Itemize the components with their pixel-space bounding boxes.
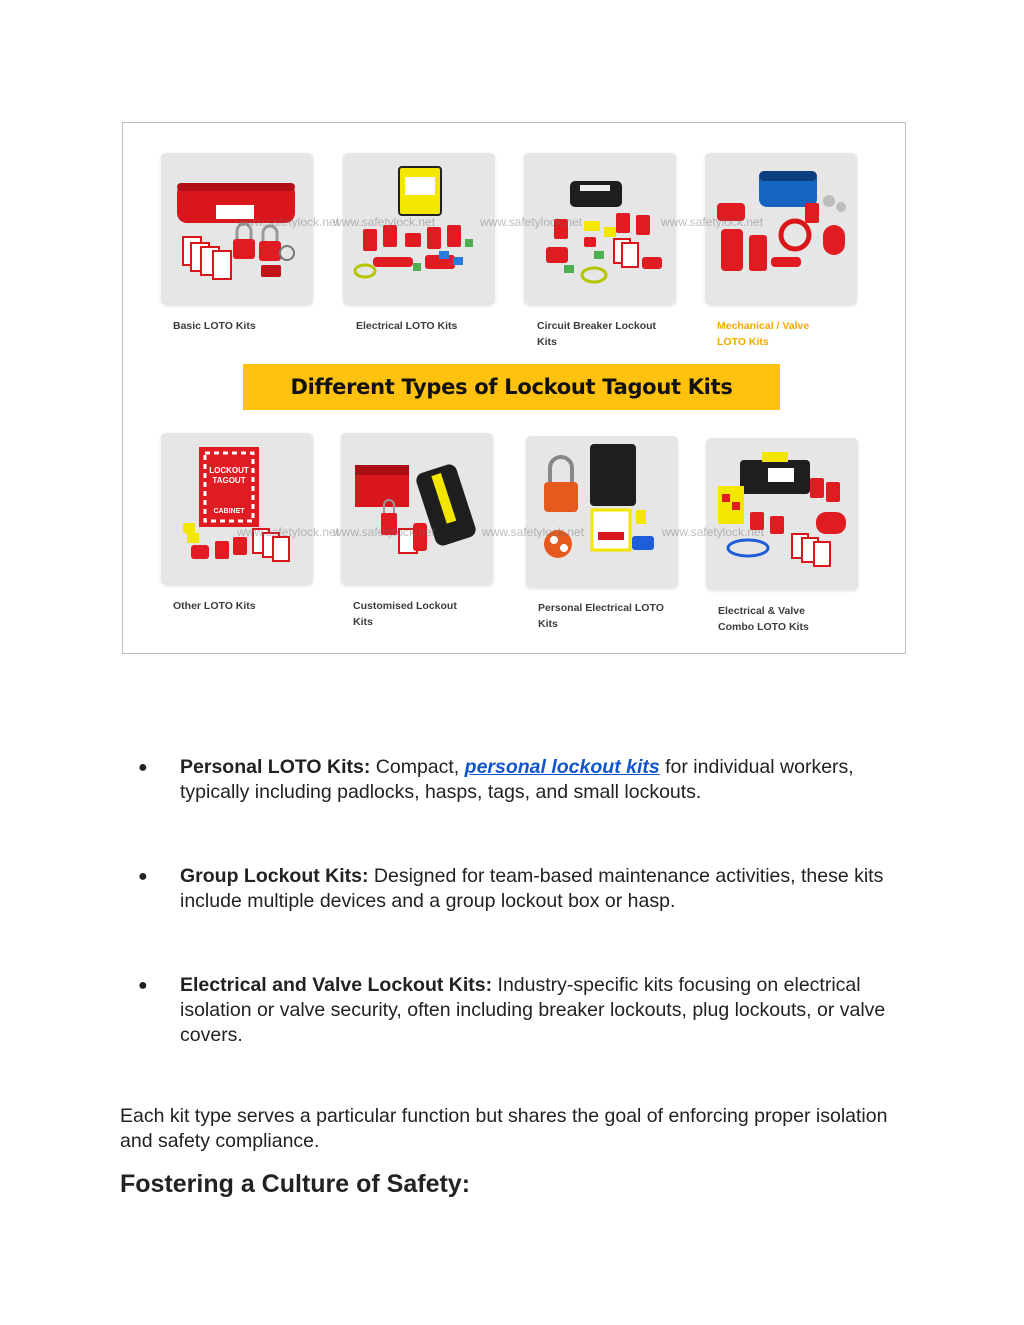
caption-circuit-breaker-lockout-kits: Circuit Breaker Lockout Kits <box>537 320 657 348</box>
list-item <box>120 973 900 1048</box>
bullet-dot: ● <box>138 977 148 994</box>
cabinet-label-2: TAGOUT <box>212 476 246 485</box>
caption-customised-lockout-kits: Customised Lockout Kits <box>353 600 457 628</box>
caption-electrical-valve-combo-loto-kits: Electrical & Valve Combo LOTO Kits <box>718 605 809 633</box>
personal-lockout-kits-link[interactable]: personal lockout kits <box>464 756 660 778</box>
kit-card-other <box>161 433 340 585</box>
banner-title-text: Different Types of Lockout Tagout Kits <box>290 375 733 399</box>
kit-card-mechanical-valve <box>661 153 857 305</box>
mechanical-valve-kit-image <box>705 153 857 305</box>
watermark: www.safetylock.net <box>662 525 765 539</box>
section-heading: Fostering a Culture of Safety: <box>120 1170 471 1198</box>
caption-basic-loto-kits: Basic LOTO Kits <box>173 320 256 332</box>
kit-card-basic <box>161 153 340 305</box>
list-item-text: for individual workers, typically including padlocks, hasps, tags, and small lockouts. <box>180 756 854 803</box>
list-item-text: Designed for team-based maintenance activities, these kits include multiple devices and a group lockout box or hasp. <box>180 865 884 912</box>
kit-types-list <box>120 755 900 1048</box>
watermark: www.safetylock.net <box>482 525 585 539</box>
other-kit-image <box>161 433 313 585</box>
caption-personal-electrical-loto-kits: Personal Electrical LOTO Kits <box>538 602 664 630</box>
list-item-text: Compact, <box>370 756 465 778</box>
kit-card-personal-electrical <box>482 436 678 588</box>
banner-title <box>243 364 780 410</box>
cabinet-label-1: LOCKOUT <box>209 466 249 475</box>
list-item-text: Industry-specific kits focusing on electrical isolation or valve security, often including breaker lockouts, plug lockouts, or valve covers. <box>180 974 886 1046</box>
list-item-term: Personal LOTO Kits: <box>180 756 371 778</box>
list-item <box>120 755 900 805</box>
watermark: www.safetylock.net <box>480 215 583 229</box>
watermark: www.safetylock.net <box>237 215 340 229</box>
basic-kit-image <box>161 153 313 305</box>
list-item-term: Group Lockout Kits: <box>180 865 369 887</box>
customised-kit-image <box>341 433 493 585</box>
caption-mechanical-valve-loto-kits: Mechanical / Valve LOTO Kits <box>717 320 810 348</box>
kit-card-electrical-valve-combo <box>662 438 858 590</box>
personal-electrical-kit-image <box>526 436 678 588</box>
kit-card-circuit-breaker <box>480 153 676 305</box>
watermark: www.safetylock.net <box>333 215 436 229</box>
watermark: www.safetylock.net <box>661 215 764 229</box>
list-item <box>120 864 900 914</box>
caption-electrical-loto-kits: Electrical LOTO Kits <box>356 320 458 332</box>
circuit-breaker-kit-image <box>524 153 676 305</box>
caption-other-loto-kits: Other LOTO Kits <box>173 600 256 612</box>
kit-card-customised <box>333 433 493 585</box>
watermark: www.safetylock.net <box>333 525 436 539</box>
summary-paragraph: Each kit type serves a particular function but shares the goal of enforcing proper isolation and safety compliance. <box>120 1105 888 1152</box>
kits-infographic <box>122 122 906 654</box>
bullet-dot: ● <box>138 759 148 776</box>
electrical-kit-image <box>343 153 495 305</box>
cabinet-label-3: CABINET <box>213 508 245 515</box>
list-item-term: Electrical and Valve Lockout Kits: <box>180 974 493 996</box>
kit-card-electrical <box>333 153 495 305</box>
watermark: www.safetylock.net <box>237 525 340 539</box>
bullet-dot: ● <box>138 868 148 885</box>
combo-kit-image <box>706 438 858 590</box>
